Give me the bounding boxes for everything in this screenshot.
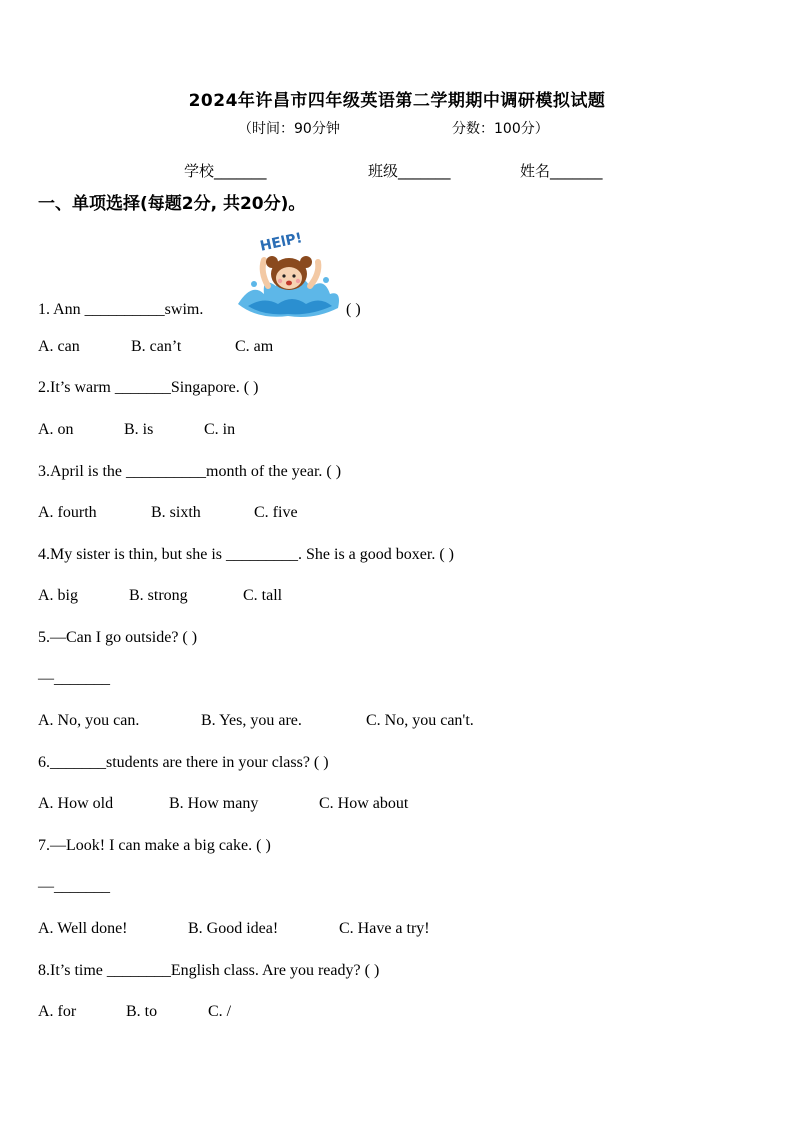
- exam-title: 2024年许昌市四年级英语第二学期期中调研模拟试题: [188, 91, 606, 111]
- option-a[interactable]: A. fourth: [38, 504, 97, 521]
- question-1-options: [38, 338, 273, 356]
- option-b[interactable]: B. Yes, you are.: [201, 712, 302, 729]
- option-c[interactable]: C. five: [254, 504, 298, 521]
- school-field[interactable]: 学校_______: [184, 162, 267, 180]
- question-4-options: [38, 587, 282, 605]
- question-6-stem: 6._______students are there in your class? ( ): [38, 754, 329, 771]
- question-5-answer-blank[interactable]: —_______: [38, 670, 110, 687]
- option-c[interactable]: C. How about: [319, 795, 409, 812]
- option-c[interactable]: C. in: [204, 421, 236, 438]
- section-heading: 一、单项选择(每题2分, 共20分)。: [38, 194, 306, 214]
- option-b[interactable]: B. strong: [129, 587, 188, 604]
- option-a[interactable]: A. No, you can.: [38, 712, 140, 729]
- option-a[interactable]: A. Well done!: [38, 920, 128, 937]
- help-text: HElP!: [258, 230, 304, 255]
- option-b[interactable]: B. can’t: [131, 338, 182, 355]
- option-c[interactable]: C. am: [235, 338, 274, 355]
- name-field[interactable]: 姓名_______: [520, 162, 603, 180]
- question-5-options: [38, 712, 474, 730]
- option-a[interactable]: A. on: [38, 421, 74, 438]
- option-b[interactable]: B. to: [126, 1003, 158, 1020]
- question-6-options: [38, 795, 408, 813]
- option-b[interactable]: B. How many: [169, 795, 259, 812]
- question-3-stem: 3.April is the __________month of the year. ( ): [38, 463, 342, 480]
- question-5-stem: 5.—Can I go outside? ( ): [38, 629, 198, 646]
- question-8-stem: 8.It’s time ________English class. Are you ready? ( ): [38, 962, 380, 979]
- option-c[interactable]: C. No, you can't.: [366, 712, 474, 729]
- option-b[interactable]: B. Good idea!: [188, 920, 279, 937]
- option-b[interactable]: B. sixth: [151, 504, 201, 521]
- question-7-answer-blank[interactable]: —_______: [38, 878, 110, 895]
- option-a[interactable]: A. big: [38, 587, 78, 604]
- option-a[interactable]: A. for: [38, 1003, 77, 1020]
- option-b[interactable]: B. is: [124, 421, 154, 438]
- question-7-stem: 7.—Look! I can make a big cake. ( ): [38, 837, 271, 854]
- question-3-options: [38, 504, 298, 522]
- question-8-options: [38, 1003, 231, 1021]
- time-label: （时间：90分钟: [238, 121, 340, 137]
- option-a[interactable]: A. How old: [38, 795, 114, 812]
- score-label: 分数：100分）: [452, 121, 549, 137]
- question-4-stem: 4.My sister is thin, but she is _________. She is a good boxer. ( ): [38, 546, 454, 563]
- question-2-options: [38, 421, 235, 439]
- option-c[interactable]: C. /: [208, 1003, 232, 1020]
- class-field[interactable]: 班级_______: [368, 162, 451, 180]
- question-1-bracket[interactable]: ( ): [346, 301, 361, 318]
- girl-drowning-help-icon: [234, 224, 344, 320]
- question-1-stem: 1. Ann __________swim.: [38, 301, 204, 318]
- option-c[interactable]: C. tall: [243, 587, 283, 604]
- question-7-options: [38, 920, 430, 938]
- question-2-stem: 2.It’s warm _______Singapore. ( ): [38, 379, 259, 396]
- option-c[interactable]: C. Have a try!: [339, 920, 430, 937]
- option-a[interactable]: A. can: [38, 338, 80, 355]
